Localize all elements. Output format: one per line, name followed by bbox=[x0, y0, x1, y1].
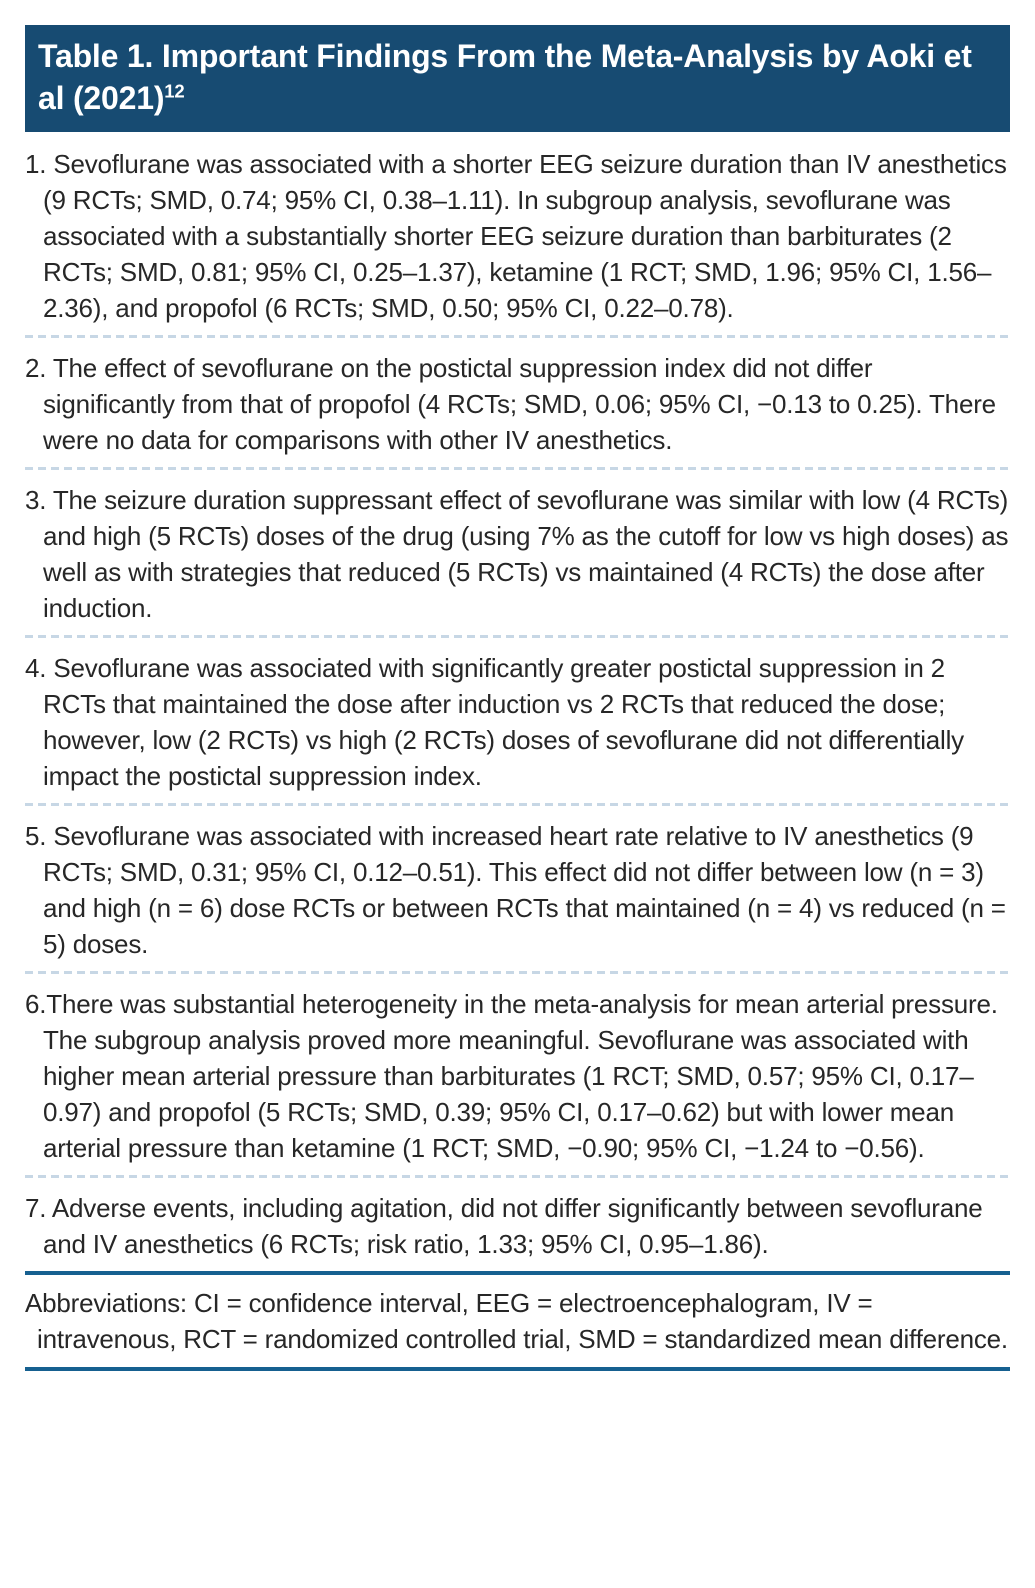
finding-text: The seizure duration suppressant effect of sevoflurane was similar with low (4 RCTs) and high (5 RCTs) doses of the drug (using 7% as the cutoff for low vs high doses) as well as with strategies that reduced (5 RCTs) vs maintained (4 RCTs) the dose after induction. bbox=[43, 485, 1009, 623]
table-title-bar bbox=[25, 25, 1010, 132]
finding-number: 2. bbox=[25, 353, 53, 383]
finding-text: There was substantial heterogeneity in the meta-analysis for mean arterial pressure. The subgroup analysis proved more meaningful. Sevoflurane was associated with higher mean arterial pressure than barbiturates (1 RCT; SMD, 0.57; 95% CI, 0.17–0.97) and propofol (5 RCTs; SMD, 0.39; 95% CI, 0.17–0.62) but with lower mean arterial pressure than ketamine (1 RCT; SMD, −0.90; 95% CI, −1.24 to −0.56). bbox=[43, 989, 998, 1163]
finding-text: Sevoflurane was associated with significantly greater postictal suppression in 2 RCTs that maintained the dose after induction vs 2 RCTs that reduced the dose; however, low (2 RCTs) vs high (2 RCTs) doses of sevoflurane did not differentially impact the postictal suppression index. bbox=[43, 653, 964, 791]
finding-number: 1. bbox=[25, 149, 54, 179]
table-title: Table 1. Important Findings From the Meta-Analysis by Aoki et al (2021) bbox=[38, 38, 972, 116]
finding-number: 7. bbox=[25, 1193, 52, 1223]
finding-item-6 bbox=[25, 974, 1010, 1175]
table-card bbox=[25, 25, 1010, 1371]
finding-number: 5. bbox=[25, 821, 54, 851]
finding-number: 6. bbox=[25, 989, 47, 1019]
findings-list bbox=[25, 134, 1010, 1271]
finding-text: Sevoflurane was associated with a shorter EEG seizure duration than IV anesthetics (9 RCTs; SMD, 0.74; 95% CI, 0.38–1.11). In subgroup analysis, sevoflurane was associated with a substantially shorter EEG seizure duration than barbiturates (2 RCTs; SMD, 0.81; 95% CI, 0.25–1.37), ketamine (1 RCT; SMD, 1.96; 95% CI, 1.56–2.36), and propofol (6 RCTs; SMD, 0.50; 95% CI, 0.22–0.78). bbox=[43, 149, 1007, 323]
finding-item-3 bbox=[25, 470, 1010, 635]
finding-item-5 bbox=[25, 806, 1010, 971]
finding-item-4 bbox=[25, 638, 1010, 803]
table-bottom-rule bbox=[25, 1367, 1010, 1371]
finding-number: 3. bbox=[25, 485, 53, 515]
finding-text: Adverse events, including agitation, did not differ significantly between sevoflurane and IV anesthetics (6 RCTs; risk ratio, 1.33; 95% CI, 0.95–1.86). bbox=[43, 1193, 983, 1259]
finding-text: The effect of sevoflurane on the postictal suppression index did not differ significantly from that of propofol (4 RCTs; SMD, 0.06; 95% CI, −0.13 to 0.25). There were no data for comparisons with other IV anesthetics. bbox=[43, 353, 996, 455]
finding-number: 4. bbox=[25, 653, 54, 683]
finding-item-1 bbox=[25, 134, 1010, 335]
abbreviations-footnote: Abbreviations: CI = confidence interval, EEG = electroencephalogram, IV = intravenous, RCT = randomized controlled trial, SMD = standardized mean difference. bbox=[25, 1288, 1008, 1354]
reference-superscript: 12 bbox=[164, 80, 185, 102]
finding-text: Sevoflurane was associated with increased heart rate relative to IV anesthetics (9 RCTs; SMD, 0.31; 95% CI, 0.12–0.51). This effect did not differ between low (n = 3) and high (n = 6) dose RCTs or between RCTs that maintained (n = 4) vs reduced (n = 5) doses. bbox=[43, 821, 1006, 959]
finding-item-2 bbox=[25, 338, 1010, 467]
finding-item-7 bbox=[25, 1178, 1010, 1271]
